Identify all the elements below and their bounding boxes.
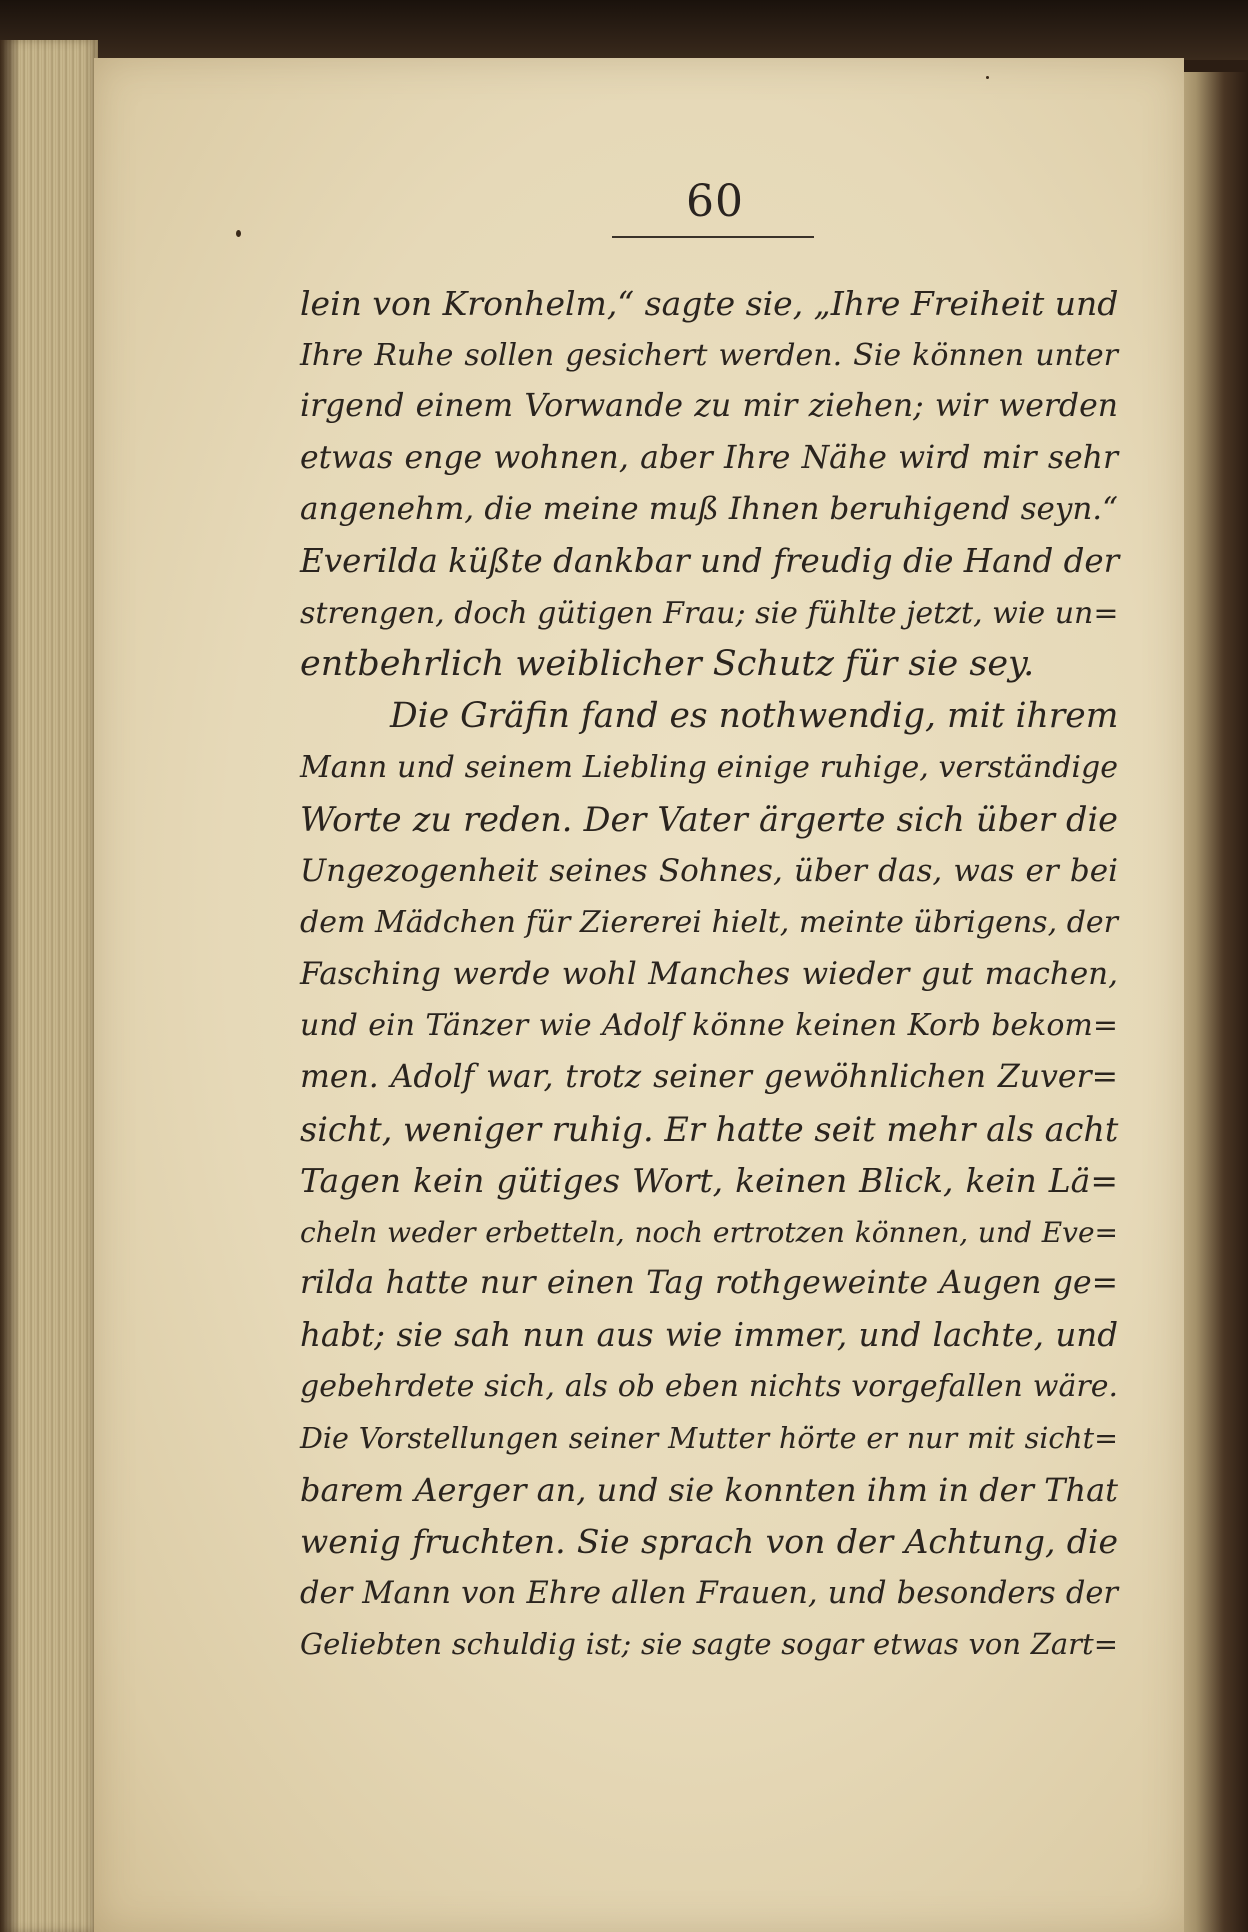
body-text xyxy=(300,278,1118,1671)
text-line: gebehrdete sich, als ob eben nichts vorgefallen wäre. xyxy=(300,1369,1118,1405)
page-stack-shadow xyxy=(0,40,20,1932)
text-line: Die Vorstellungen seiner Mutter hörte er nur mit sicht= xyxy=(300,1422,1118,1456)
text-line: Tagen kein gütiges Wort, keinen Blick, kein Lä= xyxy=(300,1161,1118,1201)
page-number-rule xyxy=(612,236,814,238)
text-line: men. Adolf war, trotz seiner gewöhnlichen Zuver= xyxy=(300,1058,1118,1095)
text-line: angenehm, die meine muß Ihnen beruhigend seyn.“ xyxy=(300,491,1118,528)
page-number: 60 xyxy=(686,176,744,227)
text-line: cheln weder erbetteln, noch ertrotzen können, und Eve= xyxy=(300,1215,1118,1249)
text-line: dem Mädchen für Ziererei hielt, meinte übrigens, der xyxy=(300,905,1118,941)
text-line: Everilda küßte dankbar und freudig die Hand der xyxy=(300,541,1120,580)
text-line: Mann und seinem Liebling einige ruhige, verständige xyxy=(300,750,1118,786)
text-line: entbehrlich weiblicher Schutz für sie sey. xyxy=(300,644,1035,685)
text-line: Ungezogenheit seines Sohnes, über das, was er bei xyxy=(300,852,1118,889)
text-line: der Mann von Ehre allen Frauen, und besonders der xyxy=(300,1575,1118,1611)
text-line: und ein Tänzer wie Adolf könne keinen Korb bekom= xyxy=(300,1008,1118,1044)
text-line: Geliebten schuldig ist; sie sagte sogar etwas von Zart= xyxy=(300,1627,1118,1662)
text-line: lein von Kronhelm,“ sagte sie, „Ihre Freiheit und xyxy=(300,284,1119,323)
ink-fleck xyxy=(236,230,241,237)
text-line: Die Gräfin fand es nothwendig, mit ihrem xyxy=(390,695,1119,736)
text-line: Worte zu reden. Der Vater ärgerte sich über die xyxy=(300,799,1118,839)
text-line: Ihre Ruhe sollen gesichert werden. Sie können unter xyxy=(300,337,1118,373)
text-line: sicht, weniger ruhig. Er hatte seit mehr als acht xyxy=(300,1109,1119,1149)
text-line: etwas enge wohnen, aber Ihre Nähe wird mir sehr xyxy=(300,439,1118,476)
text-line: irgend einem Vorwande zu mir ziehen; wir werden xyxy=(300,388,1118,425)
book-binding xyxy=(0,0,1248,60)
ink-fleck xyxy=(986,76,989,79)
text-line: strengen, doch gütigen Frau; sie fühlte jetzt, wie un= xyxy=(300,595,1119,631)
text-line: rilda hatte nur einen Tag rothgeweinte Augen ge= xyxy=(300,1265,1118,1302)
text-line: barem Aerger an, und sie konnten ihm in der That xyxy=(300,1470,1118,1509)
text-line: Fasching werde wohl Manches wieder gut machen, xyxy=(300,955,1118,992)
text-line: wenig fruchten. Sie sprach von der Achtung, die xyxy=(300,1522,1118,1562)
text-line: habt; sie sah nun aus wie immer, und lachte, und xyxy=(300,1315,1118,1354)
